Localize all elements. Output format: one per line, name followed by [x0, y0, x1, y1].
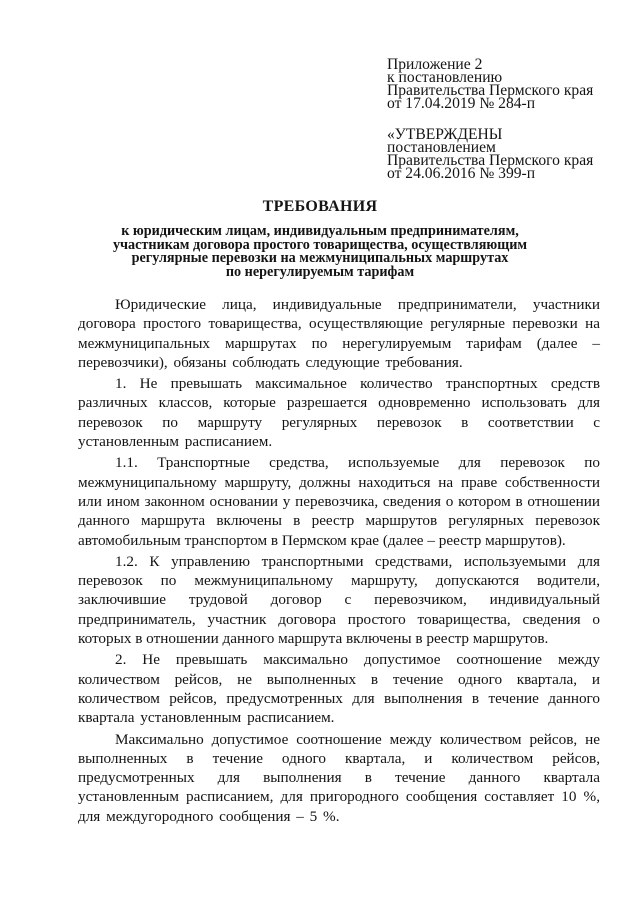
- appendix-resolution-ref: к постановлению: [387, 69, 503, 86]
- subtitle-line: регулярные перевозки на межмуниципальных маршрутах: [131, 250, 509, 266]
- paragraph-item-2: 2. Не превышать максимально допустимое соотношение между количеством рейсов, не выполненных в течение одного квартала, и количеством рейсов, предусмотренных для выполнения в течение данного квартала установленным расписанием.: [78, 651, 600, 727]
- subtitle-line: по нерегулируемым тарифам: [225, 263, 415, 280]
- approved-authority: Правительства Пермского края: [387, 152, 594, 169]
- subtitle-line: участникам договора простого товарищества, осуществляющим: [112, 236, 528, 253]
- paragraph-intro: Юридические лица, индивидуальные предприниматели, участники договора простого товарищества, осуществляющие регулярные перевозки на межмуниципальных маршрутах по нерегулируемым тарифам (далее – перевозчики), обязаны соблюдать следующие требования.: [78, 296, 600, 371]
- approved-label: «УТВЕРЖДЕНЫ: [387, 126, 503, 143]
- paragraph-item-1-2: 1.2. К управлению транспортными средствами, используемыми для перевозок по межмуниципальному маршруту, допускаются водители, заключившие трудовой договор с перевозчиком, индивидуальный предприниматель, участник договора простого товарищества, сведения о которых в отношении данного маршрута включены в реестр маршрутов.: [78, 552, 600, 648]
- document-title: ТРЕБОВАНИЯ: [262, 198, 378, 215]
- document-subtitle: [0, 225, 640, 279]
- approval-stamp: [387, 58, 617, 180]
- approved-date-number: от 24.06.2016 № 399-п: [387, 165, 536, 182]
- subtitle-line: к юридическим лицам, индивидуальным предпринимателям,: [121, 223, 519, 239]
- appendix-authority: Правительства Пермского края: [387, 82, 594, 99]
- paragraph-item-1: 1. Не превышать максимальное количество транспортных средств различных классов, которые разрешается одновременно использовать для перевозок по маршруту регулярных перевозок в соответствии с установленным расписанием.: [78, 375, 600, 451]
- appendix-date-number: от 17.04.2019 № 284-п: [387, 95, 536, 112]
- paragraph-item-1-1: 1.1. Транспортные средства, используемые для перевозок по межмуниципальному маршруту, должны находиться на праве собственности или ином законном основании у перевозчика, сведения о котором в отношении данного маршрута включены в реестр маршрутов регулярных перевозок автомобильным транспортом в Пермском крае (далее – реестр маршрутов).: [78, 454, 600, 549]
- appendix-label: Приложение 2: [387, 56, 483, 73]
- approved-resolution-ref: постановлением: [387, 139, 496, 156]
- paragraph-ratio-limits: Максимально допустимое соотношение между количеством рейсов, не выполненных в течение одного квартала, и количеством рейсов, предусмотренных для выполнения в течение данного квартала установленным расписанием, для пригородного сообщения составляет 10 %, для междугородного сообщения – 5 %.: [78, 730, 600, 825]
- document-body: [78, 295, 600, 826]
